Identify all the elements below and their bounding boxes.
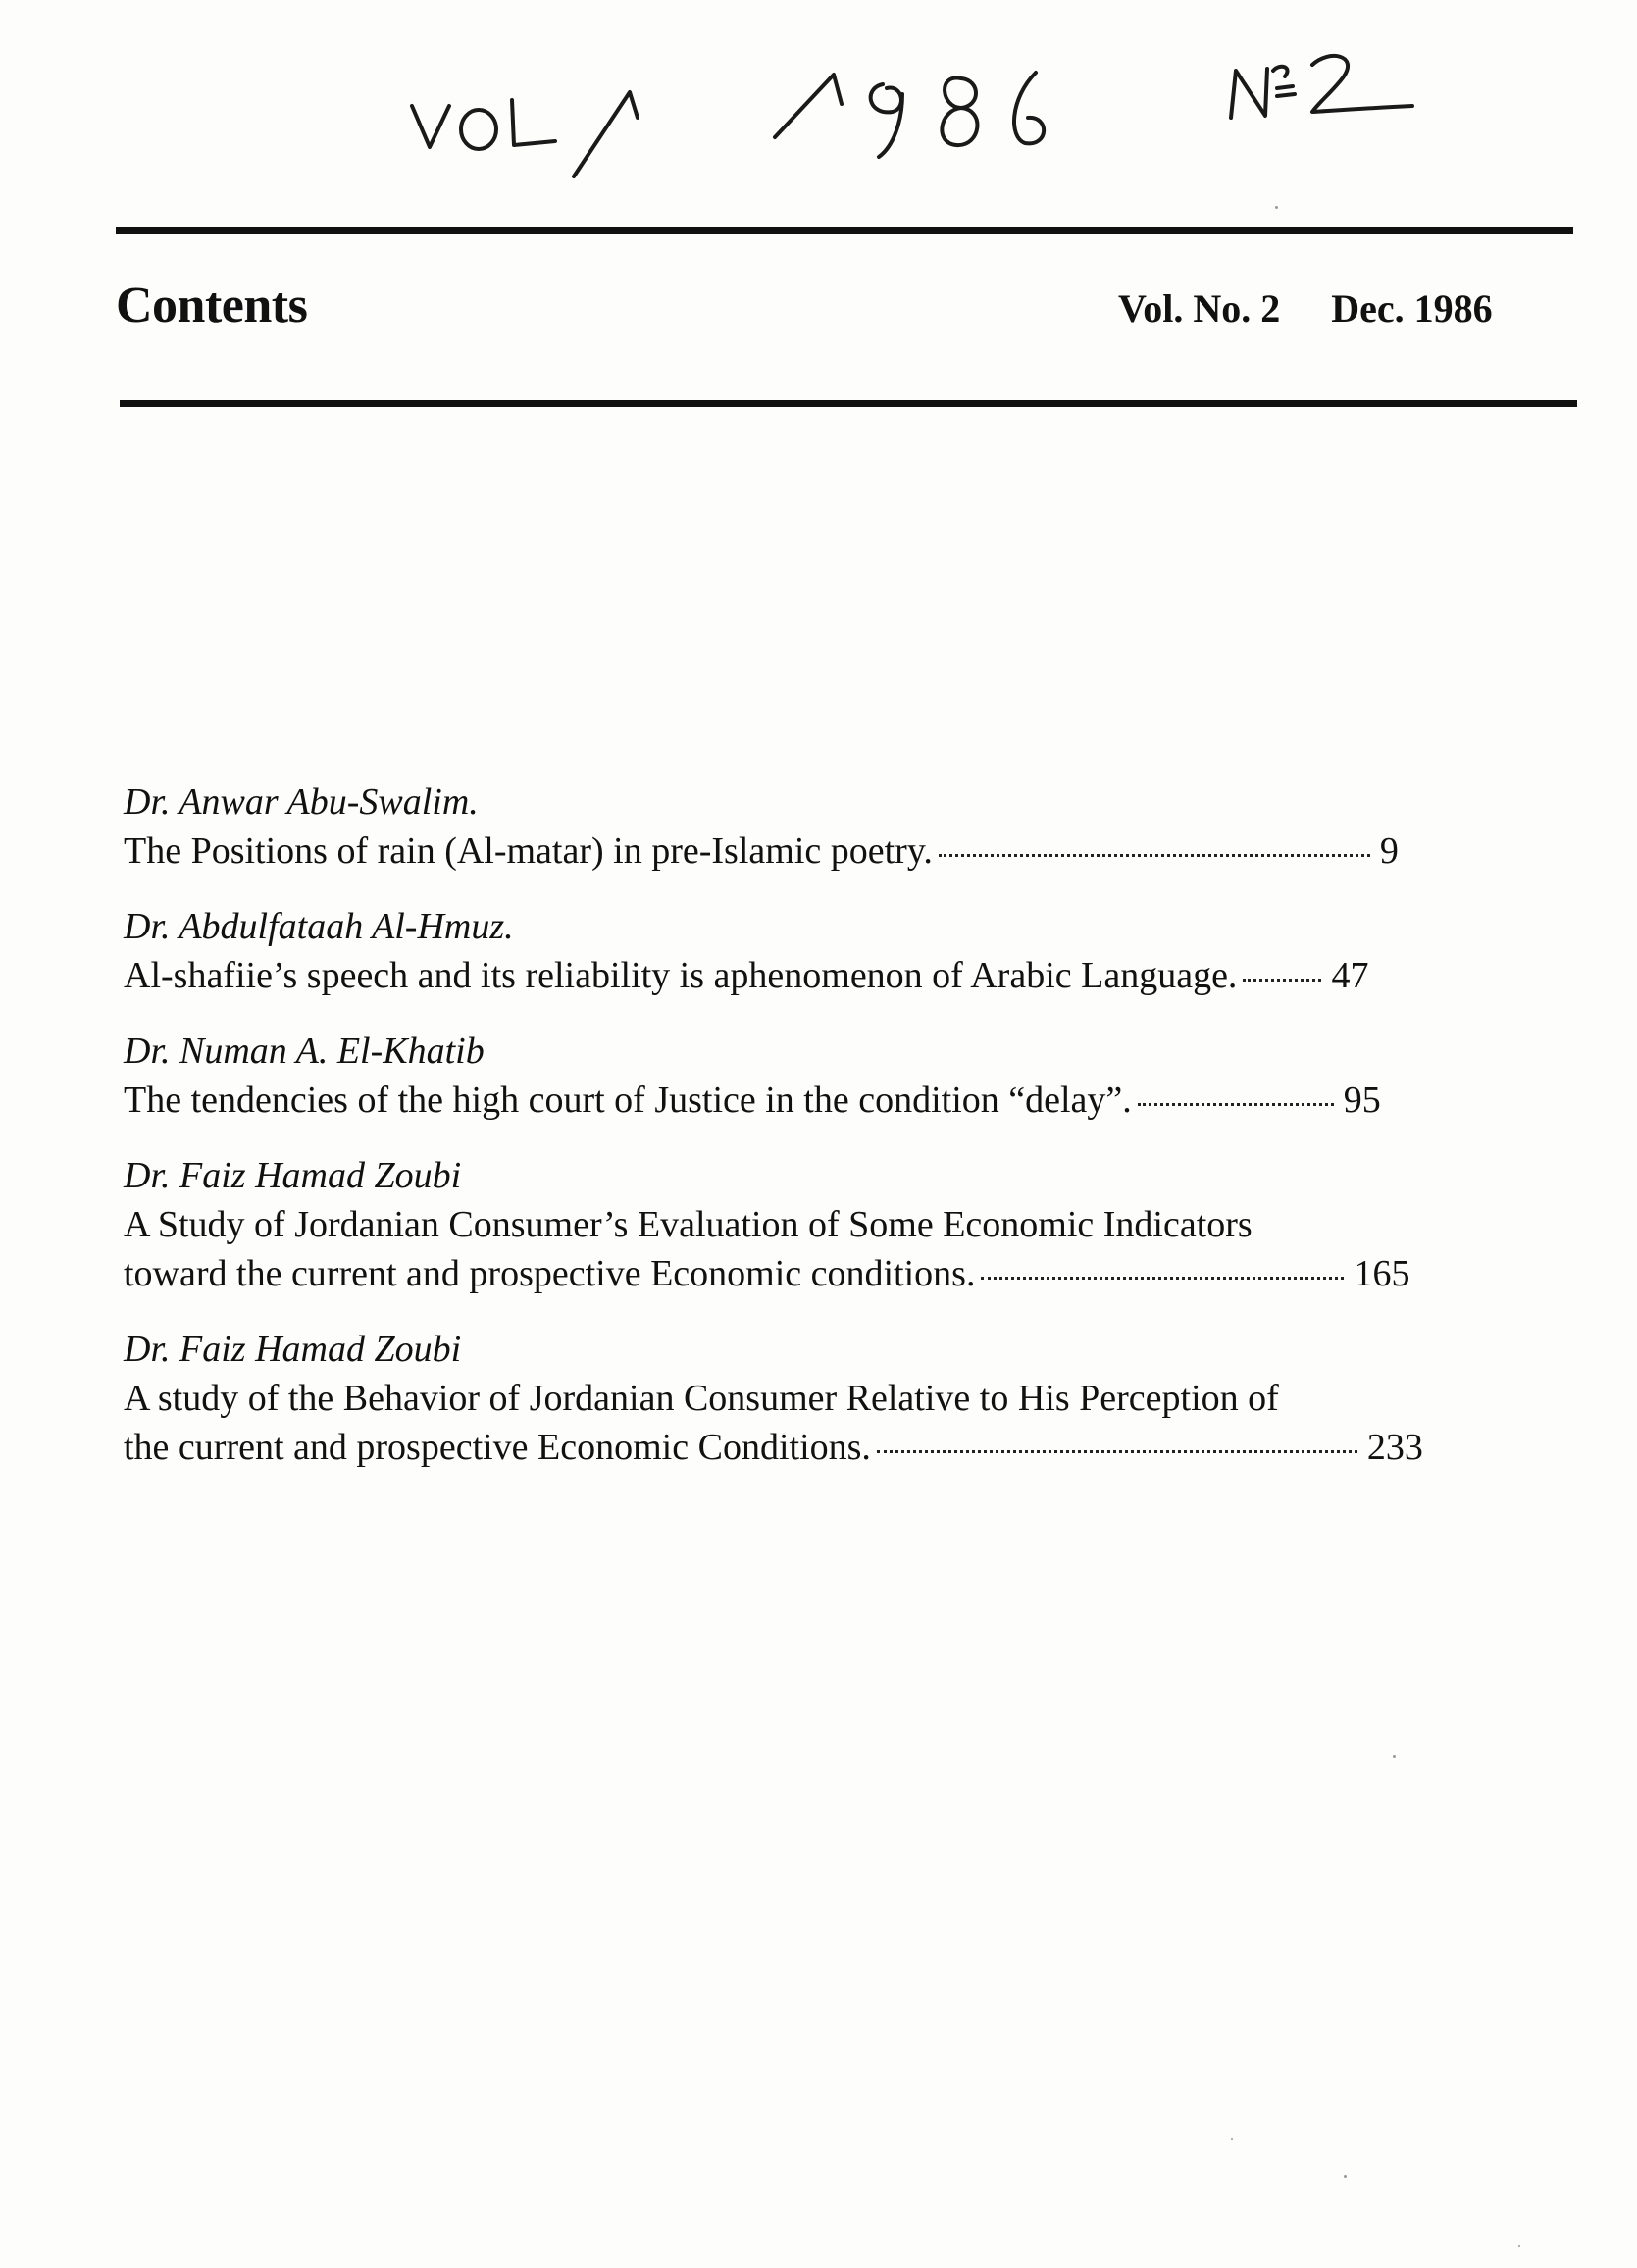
dot-leader: [939, 851, 1370, 857]
toc-entry: [124, 1325, 1595, 1472]
entry-author: Dr. Numan A. El-Khatib: [124, 1031, 485, 1072]
header-top-rule: [116, 227, 1573, 234]
entry-author: Dr. Faiz Hamad Zoubi: [124, 1329, 462, 1370]
entry-title: The tendencies of the high court of Justice in the condition “delay”.: [124, 1080, 1132, 1121]
entry-title-line: [124, 951, 1595, 1000]
entry-page: 9: [1379, 831, 1399, 872]
entry-page: 165: [1354, 1253, 1410, 1294]
entry-page: 233: [1366, 1427, 1423, 1468]
entry-title: A Study of Jordanian Consumer’s Evaluation of Some Economic Indicators: [124, 1204, 1253, 1245]
entry-title: Al-shafiie’s speech and its reliability is aphenomenon of Arabic Language.: [124, 955, 1238, 996]
header-bottom-rule: [120, 400, 1577, 407]
entry-page: 47: [1331, 955, 1369, 996]
entry-author: Dr. Anwar Abu-Swalim.: [124, 781, 479, 823]
entry-title-line: [124, 1423, 1595, 1472]
contents-heading: Contents: [116, 277, 308, 333]
entry-author: Dr. Abdulfataah Al-Hmuz.: [124, 906, 514, 947]
issue-info: [1118, 285, 1493, 331]
dot-leader: [877, 1447, 1357, 1453]
handwritten-annotation: [373, 20, 1471, 196]
volume-number: Vol. No. 2: [1118, 286, 1281, 330]
toc-entry: [124, 1151, 1595, 1298]
dot-leader: [1138, 1100, 1334, 1106]
entry-author: Dr. Faiz Hamad Zoubi: [124, 1155, 462, 1196]
entry-page: 95: [1343, 1080, 1381, 1121]
table-of-contents: [124, 778, 1595, 1498]
entry-title: A study of the Behavior of Jordanian Consumer Relative to His Perception of: [124, 1378, 1279, 1419]
toc-entry: [124, 902, 1595, 1000]
scan-speck: [1344, 2175, 1347, 2178]
entry-title: The Positions of rain (Al-matar) in pre-Islamic poetry.: [124, 831, 933, 872]
dot-leader: [1243, 976, 1321, 982]
scan-speck: [1518, 2245, 1520, 2247]
entry-title-line: [124, 1076, 1595, 1125]
scan-speck: [1231, 2138, 1233, 2140]
entry-title-line: [124, 1200, 1595, 1249]
entry-title: toward the current and prospective Economic conditions.: [124, 1253, 976, 1294]
scan-speck: [1275, 206, 1278, 209]
scan-speck: [1393, 1755, 1396, 1758]
toc-entry: [124, 1027, 1595, 1125]
entry-title-line: [124, 1249, 1595, 1298]
toc-entry: [124, 778, 1595, 876]
entry-title: the current and prospective Economic Conditions.: [124, 1427, 871, 1468]
issue-date: Dec. 1986: [1331, 286, 1493, 330]
entry-title-line: [124, 1374, 1595, 1423]
entry-title-line: [124, 827, 1595, 876]
dot-leader: [981, 1274, 1344, 1280]
